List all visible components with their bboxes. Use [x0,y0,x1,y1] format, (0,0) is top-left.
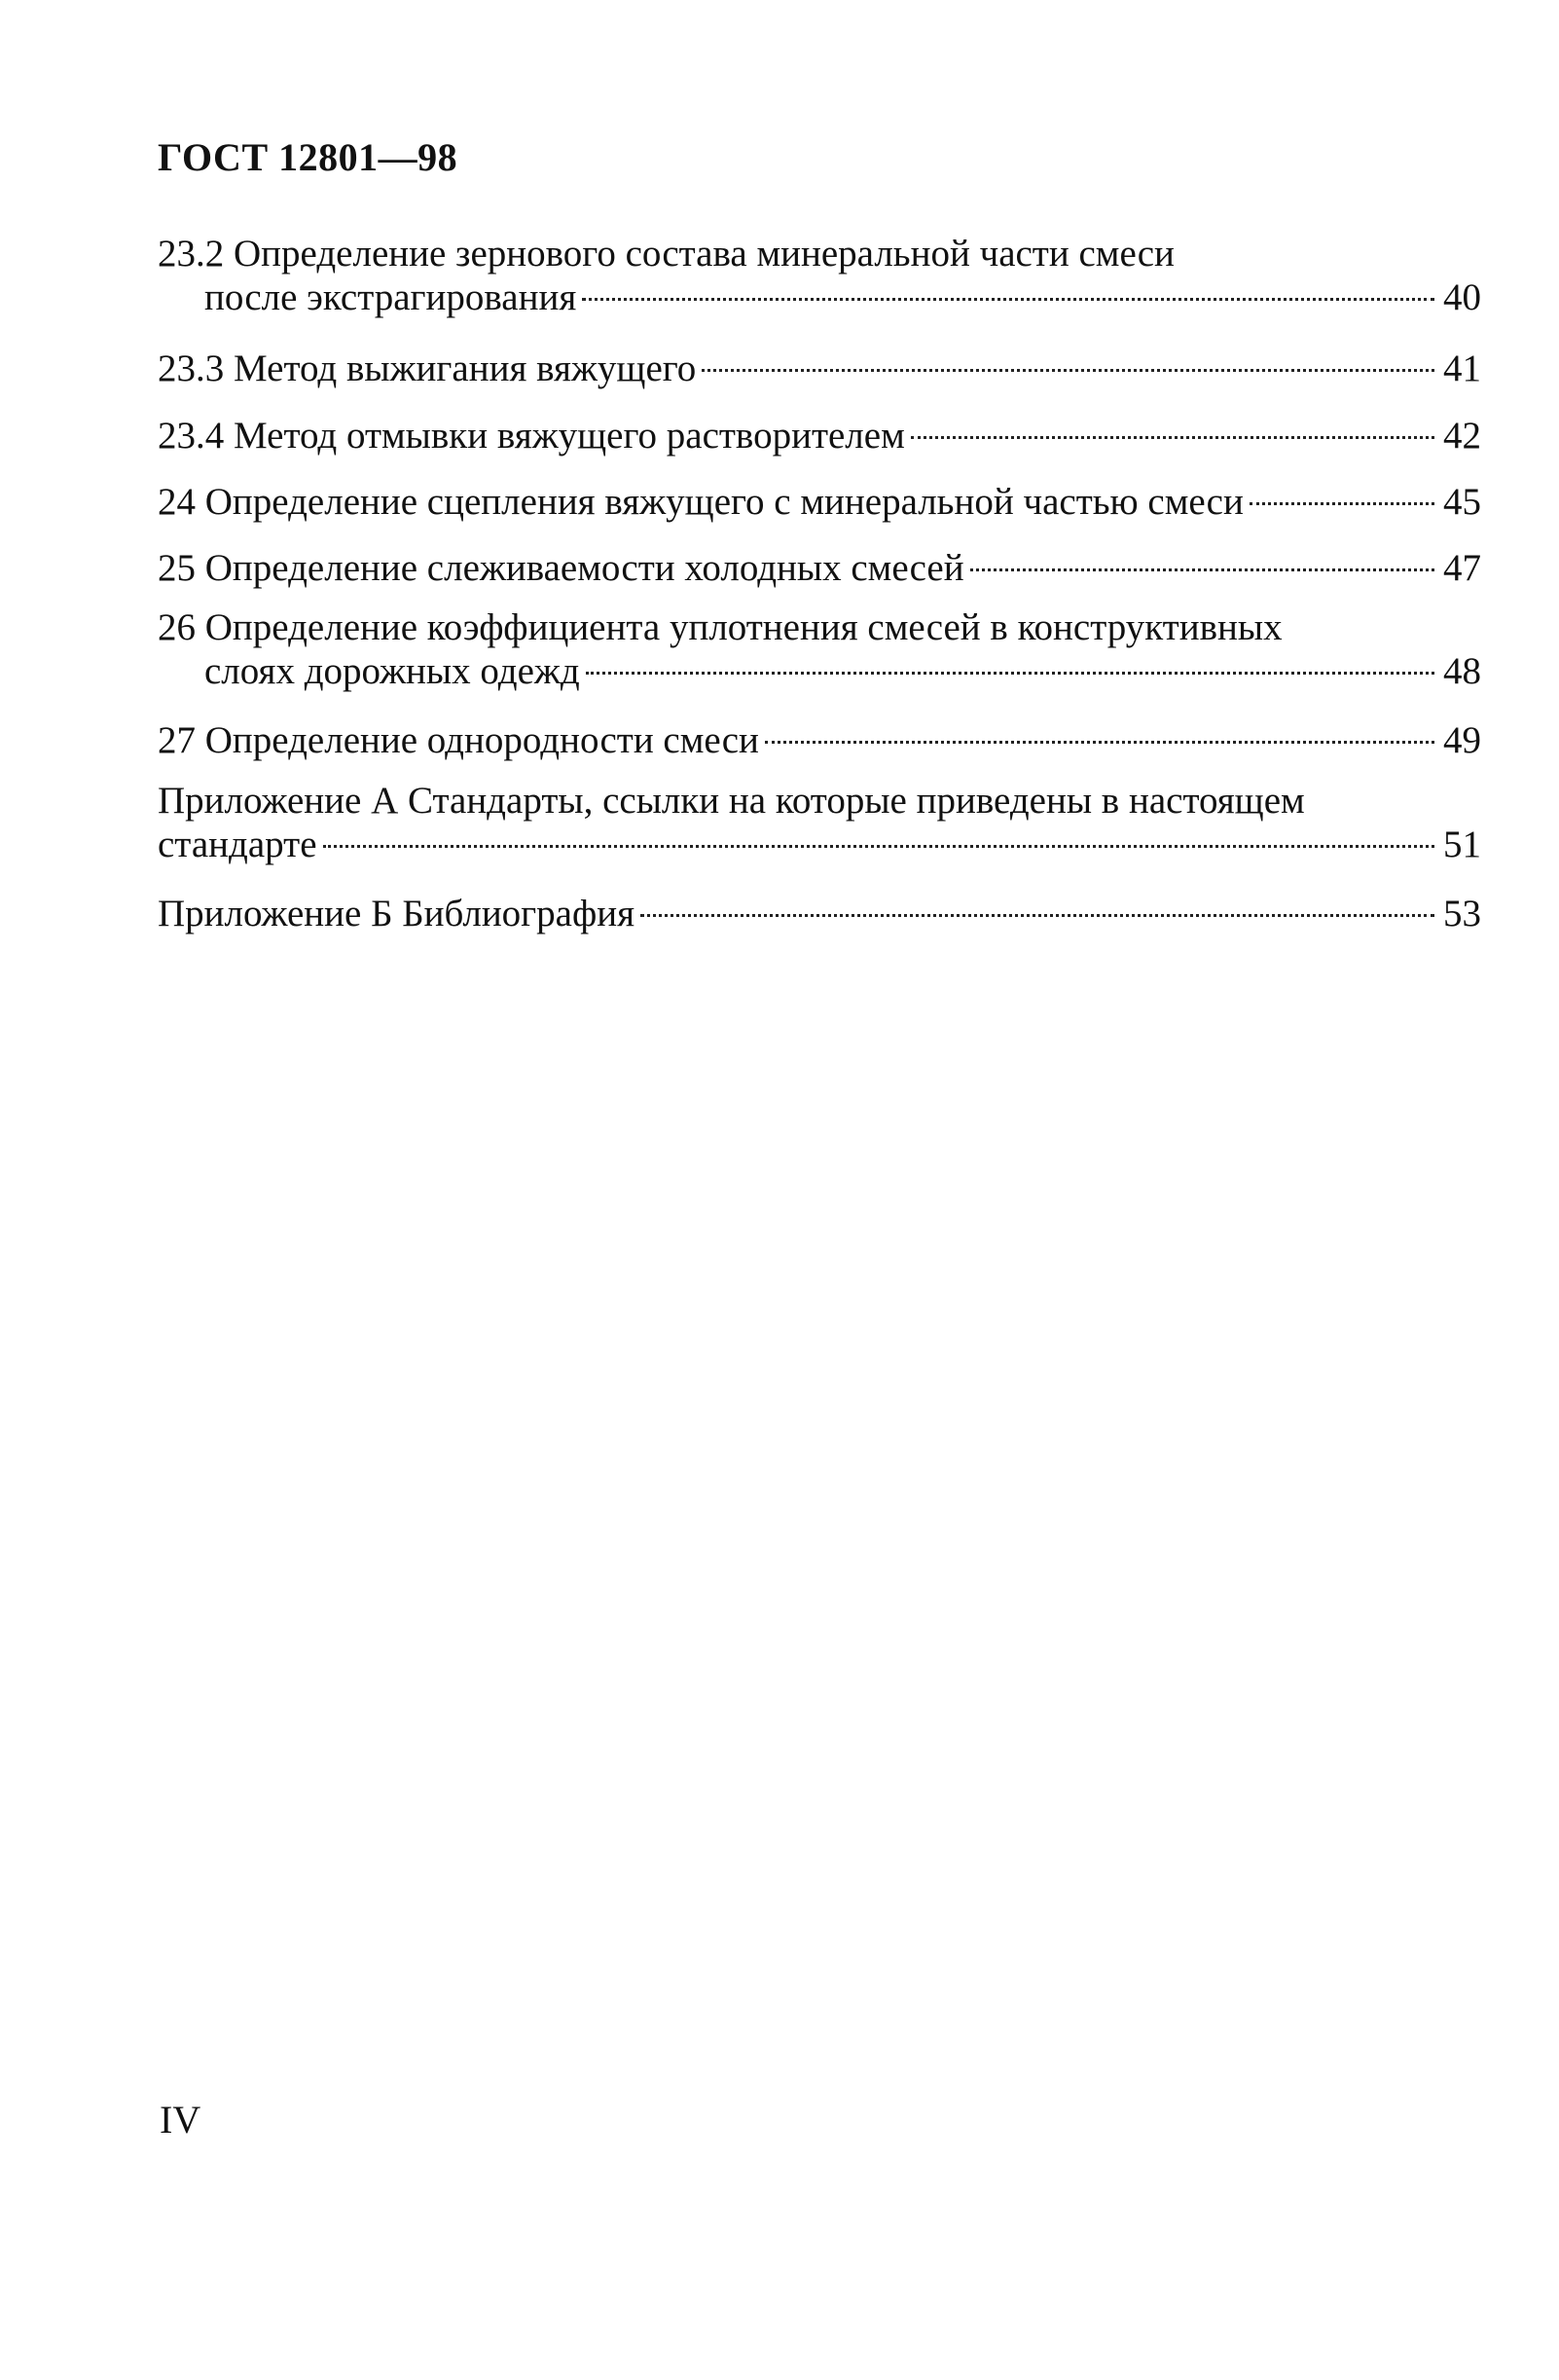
toc-entry-23-3 [158,344,1481,387]
dot-leader [765,715,1434,752]
toc-entry-23-4 [158,411,1481,455]
toc-entry-appendix-b [158,889,1481,933]
toc-entry-page-number: 40 [1443,276,1481,318]
dot-leader [323,820,1434,857]
dot-leader [970,543,1434,580]
toc-entry-page-number: 41 [1443,348,1481,389]
dot-leader [702,344,1434,381]
document-code-header: ГОСТ 12801—98 [158,135,458,179]
dot-leader [640,889,1434,926]
toc-entry-25 [158,543,1481,587]
toc-entry-title-line1: Приложение А Стандарты, ссылки на которые приведены в настоящем [158,780,1305,822]
dot-leader [586,646,1434,683]
toc-entry-23-2 [158,233,1481,318]
toc-entry-title-line2: слоях дорожных одежд [204,650,580,692]
dot-leader [582,273,1434,310]
toc-entry-title: 23.3 Метод выжигания вяжущего [158,348,697,389]
toc-entry-page-number: 51 [1443,824,1481,865]
toc-entry-24 [158,477,1481,521]
toc-entry-page-number: 48 [1443,650,1481,692]
toc-entry-title: 25 Определение слеживаемости холодных смесей [158,547,964,589]
toc-entry-page-number: 47 [1443,547,1481,589]
toc-entry-title-line2: стандарте [158,824,317,865]
dot-leader [911,411,1434,448]
toc-entry-title-line1: 26 Определение коэффициента уплотнения смесей в конструктивных [158,606,1283,648]
toc-entry-page-number: 49 [1443,719,1481,761]
toc-entry-title: 27 Определение однородности смеси [158,719,759,761]
toc-entry-page-number: 42 [1443,415,1481,457]
page-number-roman: IV [160,2098,201,2142]
toc-entry-title: Приложение Б Библиография [158,893,635,934]
toc-entry-title: 23.4 Метод отмывки вяжущего растворителем [158,415,905,457]
toc-entry-title-line2: после экстрагирования [204,276,577,318]
toc-entry-appendix-a [158,780,1481,865]
toc-entry-page-number: 53 [1443,893,1481,934]
toc-entry-title-line1: 23.2 Определение зернового состава минеральной части смеси [158,233,1175,275]
toc-entry-title: 24 Определение сцепления вяжущего с минеральной частью смеси [158,481,1244,523]
toc-entry-26 [158,606,1481,692]
toc-entry-page-number: 45 [1443,481,1481,523]
toc-entry-27 [158,715,1481,759]
dot-leader [1250,477,1434,514]
